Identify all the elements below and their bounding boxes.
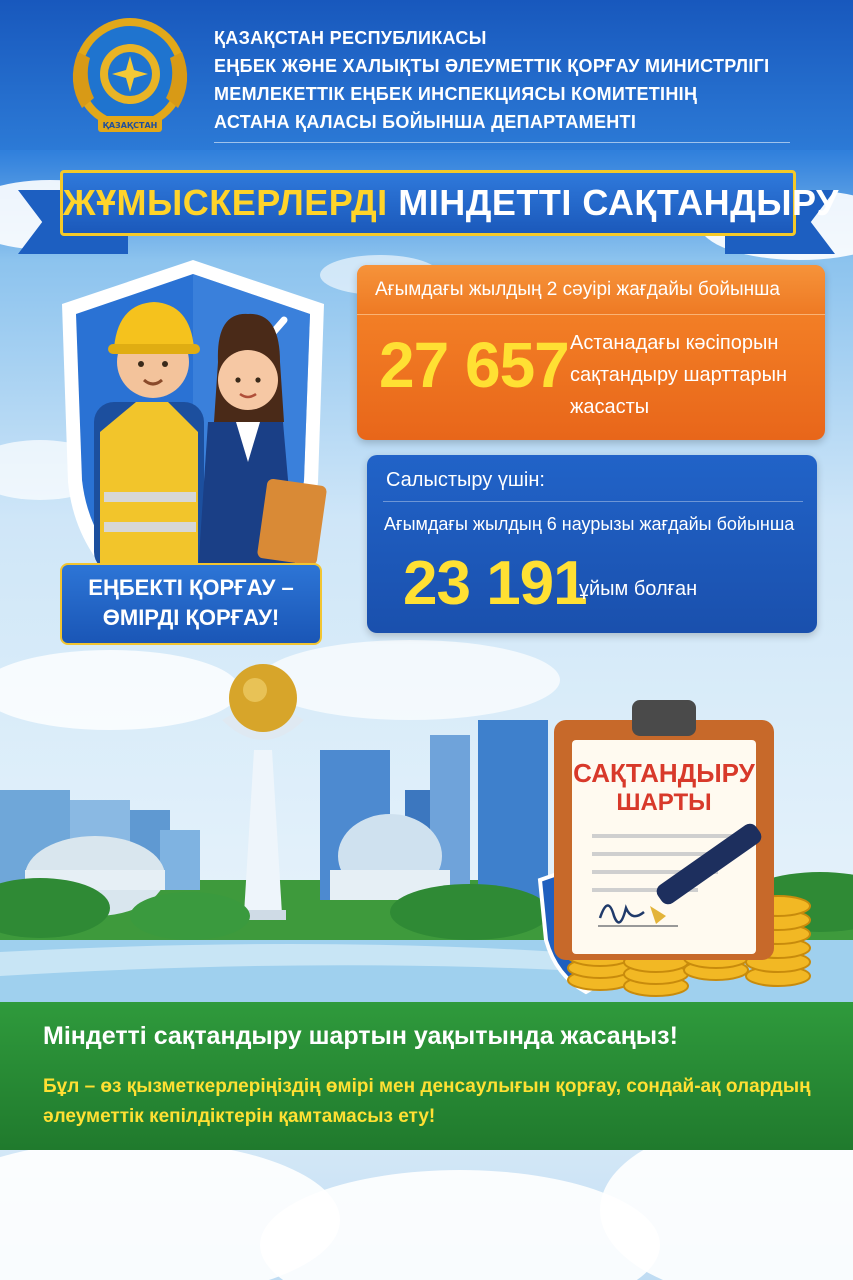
org-line: ЕҢБЕК ЖӘНЕ ХАЛЫҚТЫ ӘЛЕУМЕТТІК ҚОРҒАУ МИНИСТРЛІГІ	[214, 56, 770, 76]
document-title-line2: ШАРТЫ	[616, 789, 712, 816]
motto-line: ӨМІРДІ ҚОРҒАУ!	[102, 605, 280, 630]
organization-name	[214, 24, 794, 143]
motto-box	[60, 563, 322, 645]
org-line: АСТАНА ҚАЛАСЫ БОЙЫНША ДЕПАРТАМЕНТІ	[214, 112, 637, 132]
page-title	[63, 173, 839, 233]
title-rest: МІНДЕТТІ САҚТАНДЫРУ	[398, 182, 839, 223]
org-line: ҚАЗАҚСТАН РЕСПУБЛИКАСЫ	[214, 28, 487, 48]
emblem-text: ҚАЗАҚСТАН	[102, 121, 158, 130]
current-stats-description: Астанадағы кәсіпорын сақтандыру шарттарын жасасты	[570, 332, 788, 418]
comparison-divider	[383, 501, 803, 502]
state-emblem-icon	[64, 12, 196, 144]
contract-clipboard-illustration	[548, 694, 778, 964]
header	[0, 0, 853, 150]
comparison-date: Ағымдағы жылдың 6 наурызы жағдайы бойынша	[384, 514, 795, 534]
comparison-card	[367, 455, 817, 633]
title-banner	[60, 170, 839, 236]
call-to-action: Міндетті сақтандыру шартын уақытында жасаңыз!	[43, 1022, 678, 1050]
current-stats-value: 27 657	[379, 329, 569, 401]
current-stats-card	[357, 265, 825, 440]
comparison-label: Салыстыру үшін:	[386, 469, 545, 491]
comparison-value: 23 191	[403, 549, 587, 618]
document-title-line1: САҚТАНДЫРУ	[573, 758, 755, 788]
motto-line: ЕҢБЕКТІ ҚОРҒАУ –	[88, 575, 294, 600]
footer-note: Бұл – өз қызметкерлеріңіздің өмірі мен денсаулығын қорғау, сондай-ақ олардың әлеуметтік кепілдіктерін қамтамасыз ету!	[43, 1076, 811, 1127]
current-stats-date: Ағымдағы жылдың 2 сәуірі жағдайы бойынша	[357, 265, 825, 315]
org-line: МЕМЛЕКЕТТІК ЕҢБЕК ИНСПЕКЦИЯСЫ КОМИТЕТІНІҢ	[214, 84, 698, 104]
title-highlight: ЖҰМЫСКЕРЛЕРДІ	[63, 182, 388, 223]
comparison-description: ұйым болған	[579, 578, 698, 600]
header-divider	[214, 142, 790, 143]
